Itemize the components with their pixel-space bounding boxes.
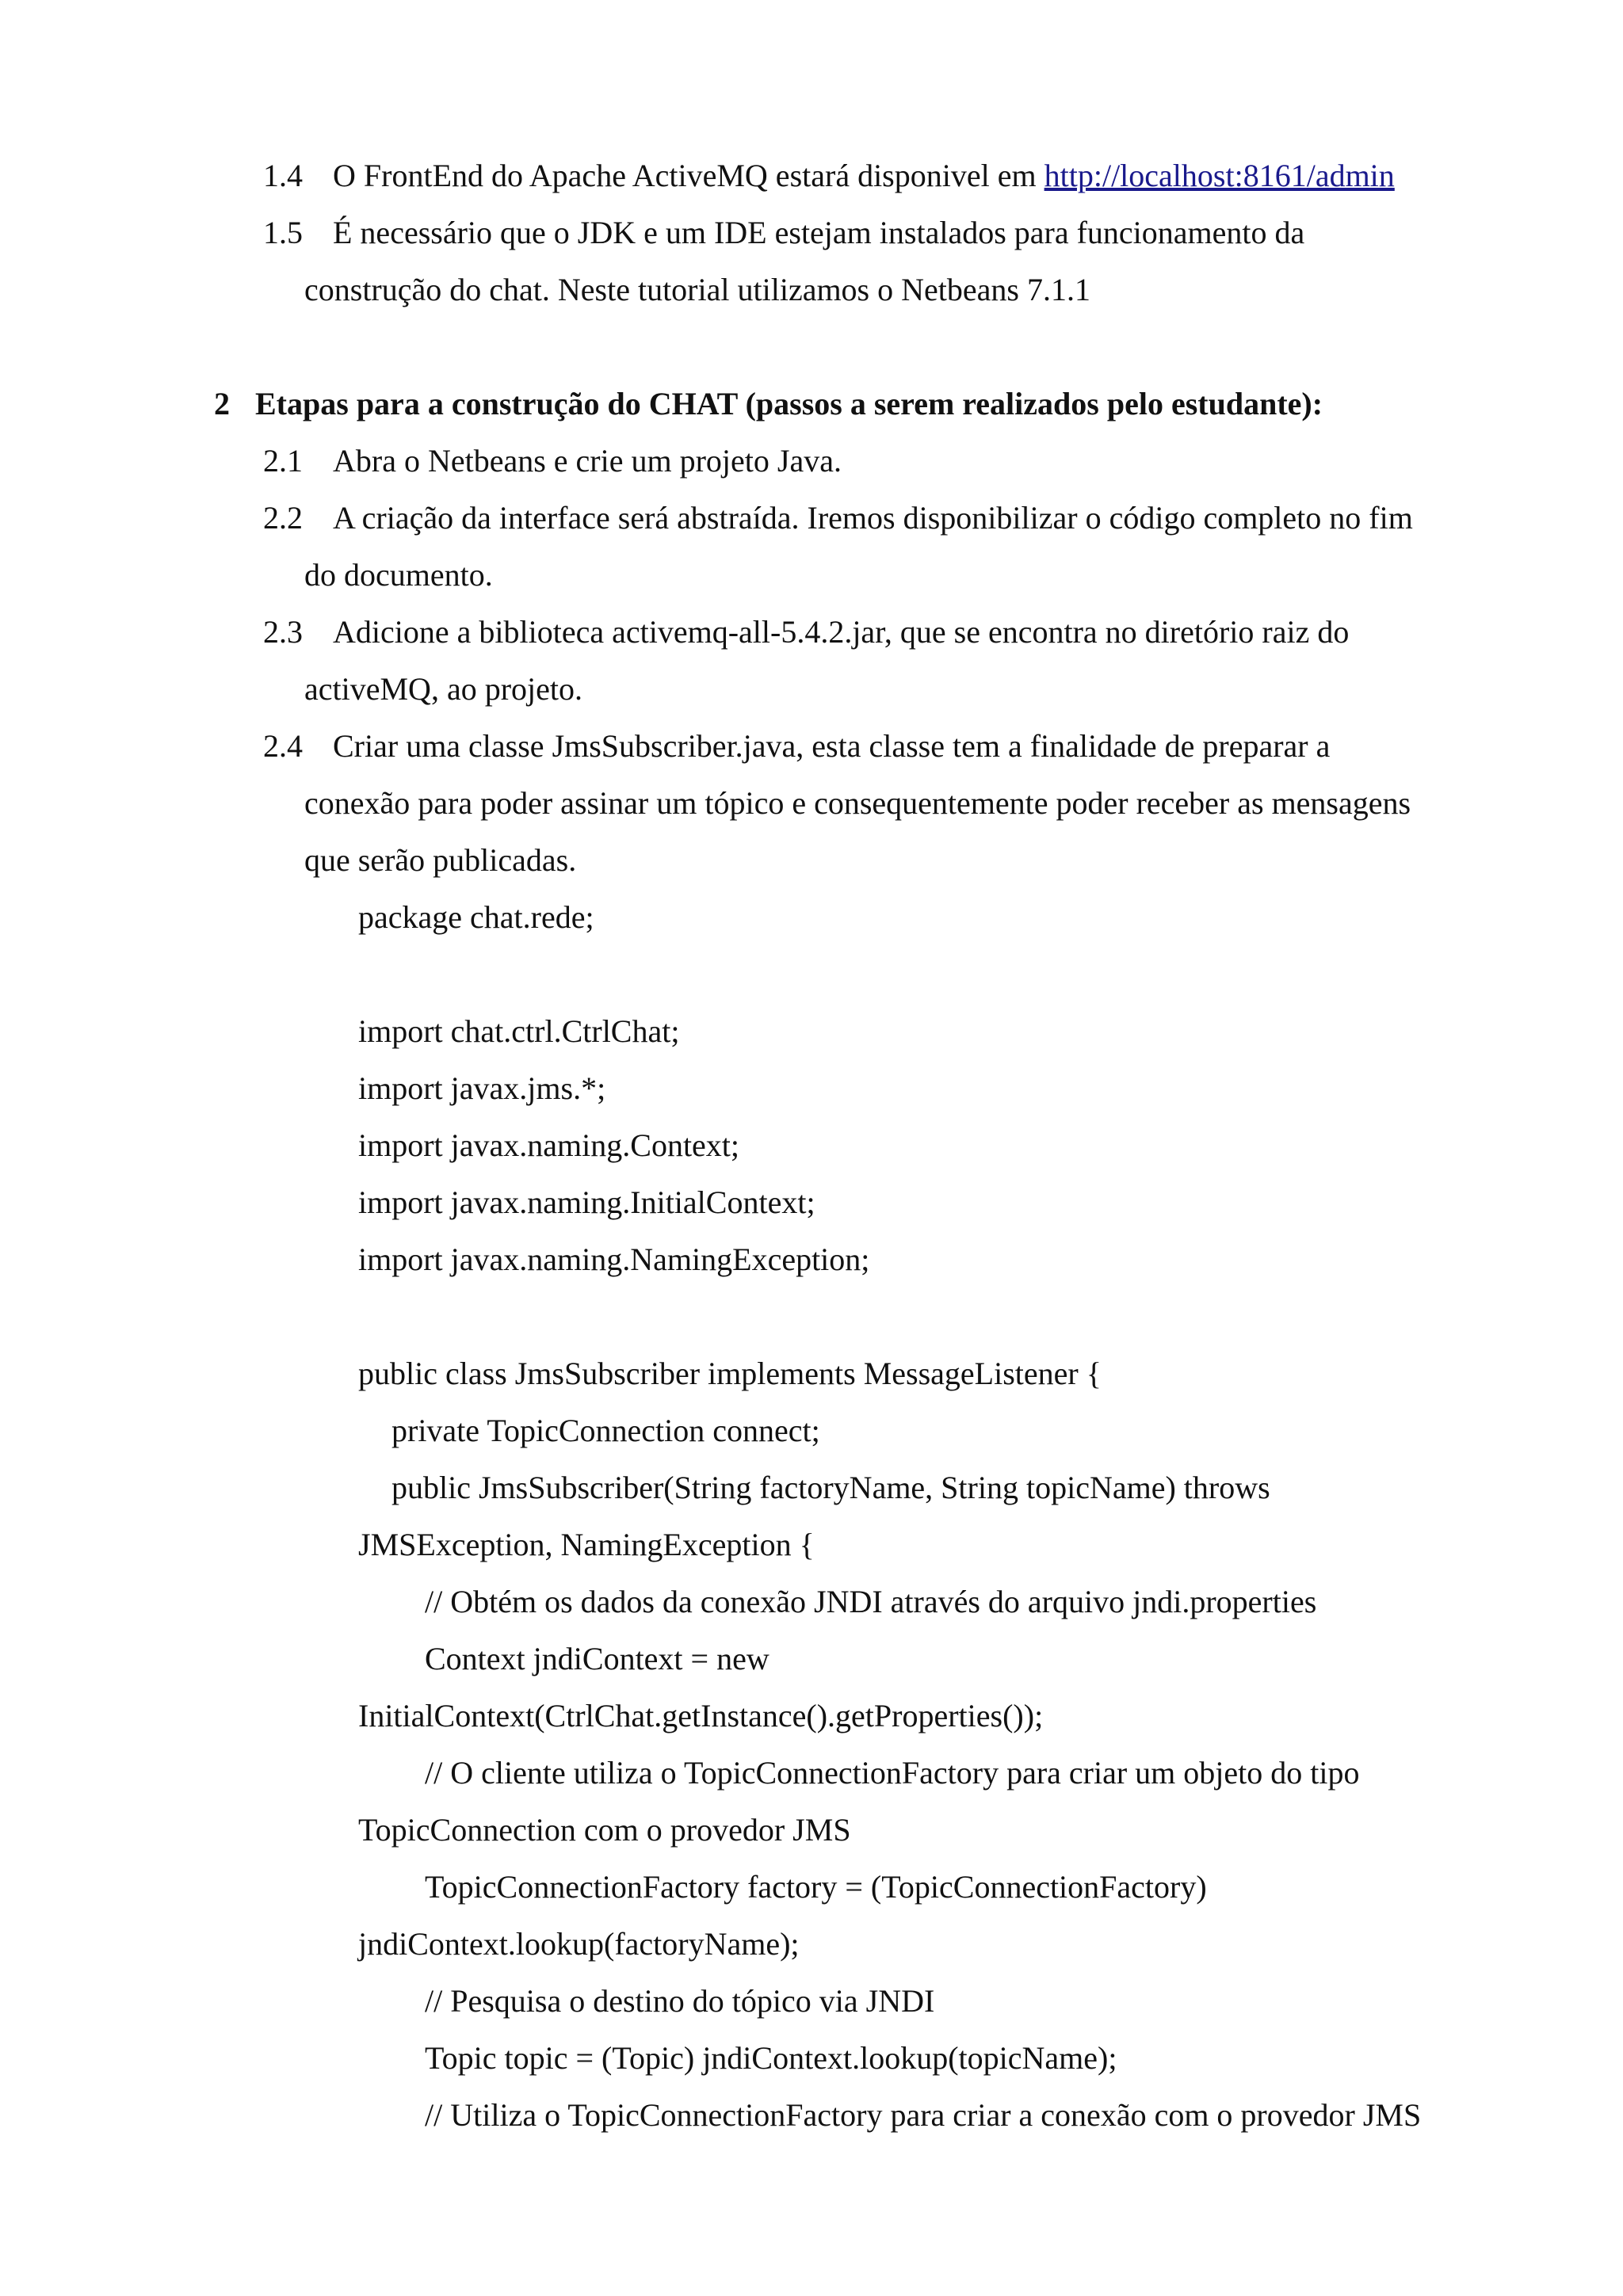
section-number: 2 bbox=[214, 386, 230, 421]
code-line: jndiContext.lookup(factoryName); bbox=[358, 1926, 800, 1962]
step-text: conexão para poder assinar um tópico e consequentemente poder receber as mensagens bbox=[304, 785, 1411, 821]
section-2-heading bbox=[214, 385, 1323, 423]
code-comment: // Utiliza o TopicConnectionFactory para criar a conexão com o provedor JMS bbox=[425, 2097, 1422, 2133]
code-comment: // O cliente utiliza o TopicConnectionFactory para criar um objeto do tipo bbox=[425, 1755, 1360, 1791]
section-title: Etapas para a construção do CHAT (passos a serem realizados pelo estudante): bbox=[255, 386, 1323, 421]
code-line: import javax.naming.NamingException; bbox=[358, 1241, 870, 1277]
step-2-4 bbox=[263, 727, 1330, 765]
step-2-3-continuation bbox=[304, 670, 582, 708]
code-line: Context jndiContext = new bbox=[425, 1641, 769, 1676]
step-number: 2.2 bbox=[263, 500, 303, 536]
item-number: 1.4 bbox=[263, 158, 303, 193]
code-comment: // Pesquisa o destino do tópico via JNDI bbox=[425, 1983, 935, 2019]
item-text: O FrontEnd do Apache ActiveMQ estará disponivel em bbox=[333, 158, 1044, 193]
item-text: É necessário que o JDK e um IDE estejam instalados para funcionamento da bbox=[333, 215, 1305, 250]
code-line: private TopicConnection connect; bbox=[391, 1413, 820, 1448]
code-comment: // Obtém os dados da conexão JNDI através do arquivo jndi.properties bbox=[425, 1584, 1317, 1619]
step-number: 2.4 bbox=[263, 728, 303, 764]
code-line: JMSException, NamingException { bbox=[358, 1527, 815, 1562]
step-2-4-continuation bbox=[304, 784, 1411, 822]
item-1-5-continuation bbox=[304, 271, 1090, 309]
code-line: import chat.ctrl.CtrlChat; bbox=[358, 1013, 680, 1049]
step-2-4-continuation bbox=[304, 841, 576, 879]
step-number: 2.1 bbox=[263, 443, 303, 479]
step-text: Adicione a biblioteca activemq-all-5.4.2.jar, que se encontra no diretório raiz do bbox=[333, 614, 1350, 650]
step-number: 2.3 bbox=[263, 614, 303, 650]
step-2-1 bbox=[263, 442, 842, 480]
step-2-3 bbox=[263, 613, 1349, 651]
step-text: que serão publicadas. bbox=[304, 842, 577, 878]
code-line: Topic topic = (Topic) jndiContext.lookup(topicName); bbox=[425, 2040, 1117, 2076]
step-text: Criar uma classe JmsSubscriber.java, esta classe tem a finalidade de preparar a bbox=[333, 728, 1331, 764]
item-text: construção do chat. Neste tutorial utilizamos o Netbeans 7.1.1 bbox=[304, 272, 1090, 307]
step-text: do documento. bbox=[304, 557, 493, 593]
step-text: Abra o Netbeans e crie um projeto Java. bbox=[333, 443, 842, 479]
code-line: TopicConnectionFactory factory = (TopicConnectionFactory) bbox=[425, 1869, 1207, 1905]
step-text: activeMQ, ao projeto. bbox=[304, 671, 582, 707]
step-2-2 bbox=[263, 499, 1413, 537]
admin-url-link[interactable]: http://localhost:8161/admin bbox=[1044, 158, 1395, 193]
code-line: import javax.naming.InitialContext; bbox=[358, 1184, 815, 1220]
step-text: A criação da interface será abstraída. Iremos disponibilizar o código completo no fim bbox=[333, 500, 1413, 536]
step-2-2-continuation bbox=[304, 556, 493, 594]
item-1-4 bbox=[263, 157, 1395, 195]
code-line: import javax.naming.Context; bbox=[358, 1127, 740, 1163]
code-line: package chat.rede; bbox=[358, 899, 594, 935]
code-line: public class JmsSubscriber implements MessageListener { bbox=[358, 1356, 1102, 1391]
code-line: public JmsSubscriber(String factoryName, String topicName) throws bbox=[391, 1470, 1270, 1505]
item-1-5 bbox=[263, 214, 1304, 252]
code-line: TopicConnection com o provedor JMS bbox=[358, 1812, 851, 1848]
item-number: 1.5 bbox=[263, 215, 303, 250]
code-line: import javax.jms.*; bbox=[358, 1070, 606, 1106]
code-line: InitialContext(CtrlChat.getInstance().getProperties()); bbox=[358, 1698, 1044, 1733]
